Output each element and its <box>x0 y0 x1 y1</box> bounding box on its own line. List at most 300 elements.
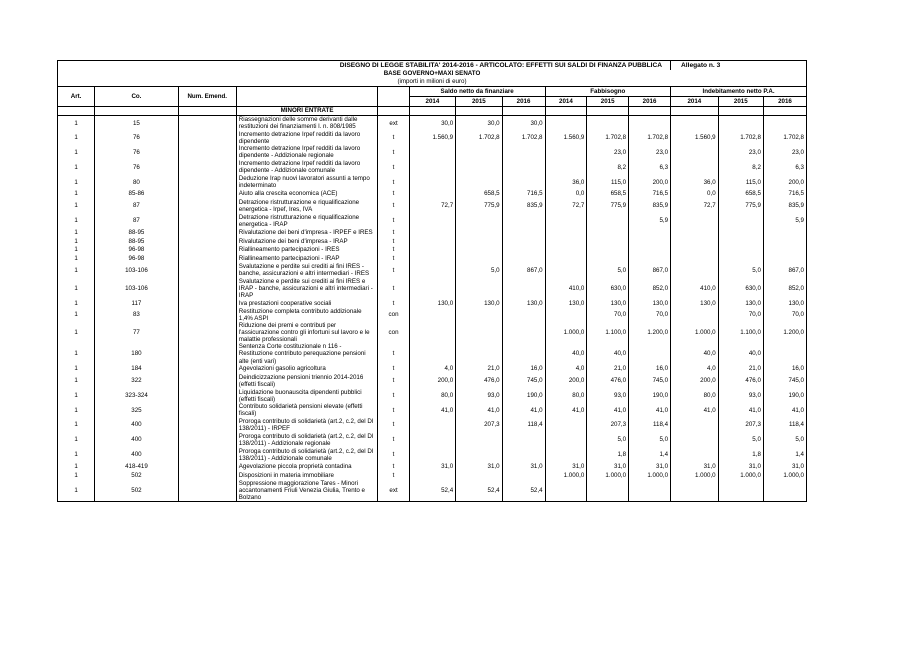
value-cell <box>671 308 719 322</box>
type-cell: ext <box>378 116 409 131</box>
value-cell <box>409 190 455 199</box>
value-cell: 1.702,8 <box>718 131 763 145</box>
type-cell: ext <box>378 480 409 502</box>
year-header: 2016 <box>629 97 671 107</box>
value-cell: 207,3 <box>718 418 763 433</box>
value-cell <box>629 116 671 131</box>
value-cell: 31,0 <box>545 463 587 472</box>
value-cell <box>545 308 587 322</box>
value-cell: 36,0 <box>545 175 587 190</box>
description-cell: Liquidazione buonauscita dipendenti pubblici (effetti fiscali) <box>236 388 378 403</box>
art-cell: 1 <box>58 145 95 160</box>
emend-cell <box>178 145 236 160</box>
emend-cell <box>178 228 236 237</box>
table-row <box>58 365 807 374</box>
value-cell: 70,0 <box>587 308 629 322</box>
value-cell <box>456 145 502 160</box>
value-cell: 745,0 <box>629 373 671 388</box>
value-cell: 130,0 <box>456 299 502 308</box>
value-cell: 41,0 <box>545 403 587 417</box>
description-cell: Deduzione Irap nuovi lavoratori assunti a tempo indeterminato <box>236 175 378 190</box>
table-row <box>58 418 807 433</box>
value-cell: 0,0 <box>545 190 587 199</box>
art-cell: 1 <box>58 299 95 308</box>
value-cell: 5,0 <box>629 433 671 448</box>
value-cell: 1.000,0 <box>718 471 763 480</box>
value-cell <box>409 448 455 463</box>
value-cell <box>629 246 671 255</box>
value-cell: 1.702,8 <box>763 131 806 145</box>
description-cell: Proroga contributo di solidarietà (art.2, c.2, del Dl 138/2011) - IRPEF <box>236 418 378 433</box>
year-header: 2016 <box>502 97 545 107</box>
table-row <box>58 448 807 463</box>
group-saldo: Saldo netto da finanziare <box>409 87 545 97</box>
value-cell <box>409 322 455 343</box>
value-cell <box>545 480 587 502</box>
value-cell <box>629 254 671 263</box>
value-cell: 70,0 <box>629 308 671 322</box>
type-cell: t <box>378 246 409 255</box>
value-cell <box>456 237 502 246</box>
table-row <box>58 463 807 472</box>
value-cell: 52,4 <box>409 480 455 502</box>
art-cell: 1 <box>58 373 95 388</box>
value-cell: 835,9 <box>502 198 545 213</box>
value-cell <box>409 263 455 278</box>
art-cell: 1 <box>58 463 95 472</box>
art-cell: 1 <box>58 190 95 199</box>
value-cell: 52,4 <box>502 480 545 502</box>
allegato-label: Allegato n. 3 <box>671 61 807 71</box>
value-cell <box>502 145 545 160</box>
value-cell <box>671 418 719 433</box>
col-co: Co. <box>95 87 179 107</box>
value-cell <box>456 471 502 480</box>
value-cell <box>545 448 587 463</box>
value-cell <box>502 254 545 263</box>
value-cell: 118,4 <box>502 418 545 433</box>
description-cell: Rivalutazione dei beni d'impresa - IRPEF e IRES <box>236 228 378 237</box>
art-cell: 1 <box>58 213 95 228</box>
spreadsheet <box>57 60 807 502</box>
value-cell: 5,0 <box>587 433 629 448</box>
value-cell: 72,7 <box>545 198 587 213</box>
table-row <box>58 175 807 190</box>
value-cell: 630,0 <box>587 278 629 299</box>
table-row <box>58 131 807 145</box>
value-cell <box>502 160 545 175</box>
table-row <box>58 373 807 388</box>
description-cell: Riallineamento partecipazioni - IRES <box>236 246 378 255</box>
description-cell: Agevolazione piccola proprietà contadina <box>236 463 378 472</box>
value-cell: 30,0 <box>409 116 455 131</box>
value-cell <box>502 471 545 480</box>
co-cell: 502 <box>95 480 179 502</box>
emend-cell <box>178 116 236 131</box>
emend-cell <box>178 373 236 388</box>
units-note: (importi in milioni di euro) <box>58 78 807 87</box>
art-cell: 1 <box>58 160 95 175</box>
value-cell <box>545 213 587 228</box>
emend-cell <box>178 322 236 343</box>
art-cell: 1 <box>58 480 95 502</box>
value-cell <box>409 254 455 263</box>
value-cell <box>587 228 629 237</box>
art-cell: 1 <box>58 322 95 343</box>
value-cell: 72,7 <box>671 198 719 213</box>
value-cell <box>718 228 763 237</box>
emend-cell <box>178 471 236 480</box>
value-cell: 80,0 <box>671 388 719 403</box>
value-cell: 115,0 <box>718 175 763 190</box>
value-cell: 716,5 <box>763 190 806 199</box>
value-cell <box>502 433 545 448</box>
value-cell: 130,0 <box>502 299 545 308</box>
value-cell <box>671 433 719 448</box>
value-cell <box>545 145 587 160</box>
value-cell <box>409 308 455 322</box>
value-cell: 130,0 <box>629 299 671 308</box>
value-cell <box>545 433 587 448</box>
description-cell: Detrazione ristrutturazione e riqualificazione energetica - Irpef, Ires, IVA <box>236 198 378 213</box>
value-cell <box>671 480 719 502</box>
art-cell: 1 <box>58 254 95 263</box>
description-cell: Rivalutazione dei beni d'impresa - IRAP <box>236 237 378 246</box>
year-header: 2015 <box>718 97 763 107</box>
value-cell: 23,0 <box>587 145 629 160</box>
value-cell <box>587 246 629 255</box>
value-cell: 80,0 <box>409 388 455 403</box>
year-header: 2014 <box>409 97 455 107</box>
art-cell: 1 <box>58 131 95 145</box>
group-fabbisogno: Fabbisogno <box>545 87 671 97</box>
value-cell: 31,0 <box>629 463 671 472</box>
art-cell: 1 <box>58 116 95 131</box>
value-cell <box>545 246 587 255</box>
type-cell: t <box>378 190 409 199</box>
value-cell: 190,0 <box>502 388 545 403</box>
value-cell: 1.100,0 <box>718 322 763 343</box>
emend-cell <box>178 246 236 255</box>
value-cell: 130,0 <box>587 299 629 308</box>
type-cell: t <box>378 433 409 448</box>
value-cell <box>718 116 763 131</box>
table-row <box>58 228 807 237</box>
table-row <box>58 198 807 213</box>
art-cell: 1 <box>58 388 95 403</box>
value-cell: 31,0 <box>671 463 719 472</box>
type-cell: t <box>378 463 409 472</box>
value-cell: 1.100,0 <box>587 322 629 343</box>
table-row <box>58 322 807 343</box>
value-cell: 16,0 <box>502 365 545 374</box>
emend-cell <box>178 365 236 374</box>
co-cell: 88-95 <box>95 237 179 246</box>
art-cell: 1 <box>58 365 95 374</box>
co-cell: 322 <box>95 373 179 388</box>
emend-cell <box>178 190 236 199</box>
value-cell <box>671 254 719 263</box>
value-cell <box>502 308 545 322</box>
value-cell: 1.200,0 <box>763 322 806 343</box>
value-cell: 41,0 <box>718 403 763 417</box>
value-cell <box>409 246 455 255</box>
value-cell: 1.200,0 <box>629 322 671 343</box>
description-cell: Svalutazione e perdite sui crediti ai fini IRES - banche, assicurazioni e altri intermediari - IRES <box>236 263 378 278</box>
value-cell: 130,0 <box>409 299 455 308</box>
co-cell: 15 <box>95 116 179 131</box>
co-cell: 117 <box>95 299 179 308</box>
value-cell: 0,0 <box>671 190 719 199</box>
emend-cell <box>178 308 236 322</box>
type-cell: con <box>378 322 409 343</box>
co-cell: 83 <box>95 308 179 322</box>
value-cell <box>671 145 719 160</box>
value-cell <box>671 263 719 278</box>
value-cell: 410,0 <box>671 278 719 299</box>
value-cell <box>409 237 455 246</box>
value-cell: 852,0 <box>763 278 806 299</box>
value-cell <box>671 246 719 255</box>
value-cell: 5,9 <box>763 213 806 228</box>
table-row <box>58 145 807 160</box>
emend-cell <box>178 237 236 246</box>
value-cell: 1.702,8 <box>629 131 671 145</box>
value-cell: 1.560,9 <box>671 131 719 145</box>
value-cell: 130,0 <box>718 299 763 308</box>
value-cell: 716,5 <box>629 190 671 199</box>
value-cell <box>409 418 455 433</box>
art-cell: 1 <box>58 175 95 190</box>
value-cell <box>409 278 455 299</box>
co-cell: 80 <box>95 175 179 190</box>
value-cell: 36,0 <box>671 175 719 190</box>
art-cell: 1 <box>58 237 95 246</box>
emend-cell <box>178 343 236 364</box>
value-cell: 745,0 <box>502 373 545 388</box>
description-cell: Proroga contributo di solidarietà (art.2, c.2, del Dl 138/2011) - Addizionale comunale <box>236 448 378 463</box>
emend-cell <box>178 278 236 299</box>
value-cell: 5,0 <box>718 433 763 448</box>
emend-cell <box>178 131 236 145</box>
value-cell: 31,0 <box>456 463 502 472</box>
value-cell: 23,0 <box>763 145 806 160</box>
table-row <box>58 246 807 255</box>
art-cell: 1 <box>58 198 95 213</box>
art-cell: 1 <box>58 448 95 463</box>
value-cell <box>456 160 502 175</box>
value-cell: 1,8 <box>587 448 629 463</box>
value-cell: 16,0 <box>629 365 671 374</box>
col-description <box>236 87 378 107</box>
emend-cell <box>178 175 236 190</box>
type-cell: t <box>378 365 409 374</box>
description-cell: Disposizioni in materia immobiliare <box>236 471 378 480</box>
value-cell <box>456 308 502 322</box>
value-cell: 1.000,0 <box>763 471 806 480</box>
value-cell <box>502 278 545 299</box>
description-cell: Restituzione completa contributo addizionale 1,4% ASPI <box>236 308 378 322</box>
table-row <box>58 213 807 228</box>
type-cell: t <box>378 131 409 145</box>
value-cell: 867,0 <box>502 263 545 278</box>
value-cell: 200,0 <box>629 175 671 190</box>
value-cell: 867,0 <box>763 263 806 278</box>
value-cell: 52,4 <box>456 480 502 502</box>
value-cell: 1.702,8 <box>587 131 629 145</box>
section-label: MINORI ENTRATE <box>236 107 378 116</box>
table-row <box>58 403 807 417</box>
value-cell: 658,5 <box>587 190 629 199</box>
value-cell: 23,0 <box>629 145 671 160</box>
value-cell: 72,7 <box>409 198 455 213</box>
value-cell: 200,0 <box>545 373 587 388</box>
value-cell <box>409 343 455 364</box>
value-cell: 41,0 <box>587 403 629 417</box>
value-cell: 1.560,9 <box>409 131 455 145</box>
value-cell: 70,0 <box>763 308 806 322</box>
table-row <box>58 263 807 278</box>
value-cell <box>409 213 455 228</box>
value-cell: 31,0 <box>763 463 806 472</box>
value-cell: 867,0 <box>629 263 671 278</box>
value-cell <box>502 213 545 228</box>
description-cell: Riallineamento partecipazioni - IRAP <box>236 254 378 263</box>
value-cell <box>763 228 806 237</box>
value-cell <box>763 116 806 131</box>
emend-cell <box>178 299 236 308</box>
co-cell: 77 <box>95 322 179 343</box>
value-cell: 21,0 <box>718 365 763 374</box>
value-cell <box>502 237 545 246</box>
value-cell: 200,0 <box>763 175 806 190</box>
value-cell <box>671 237 719 246</box>
value-cell <box>629 343 671 364</box>
value-cell: 130,0 <box>763 299 806 308</box>
value-cell <box>545 228 587 237</box>
col-art: Art. <box>58 87 95 107</box>
value-cell: 16,0 <box>763 365 806 374</box>
description-cell: Riassegnazioni delle somme derivanti dalle restituzioni dei finanziamenti l. n. 808/1985 <box>236 116 378 131</box>
type-cell: t <box>378 343 409 364</box>
value-cell: 5,0 <box>456 263 502 278</box>
year-header: 2014 <box>545 97 587 107</box>
value-cell: 5,0 <box>763 433 806 448</box>
value-cell <box>718 246 763 255</box>
value-cell: 476,0 <box>456 373 502 388</box>
page-subtitle: BASE GOVERNO+MAXI SENATO <box>58 70 807 78</box>
co-cell: 400 <box>95 448 179 463</box>
value-cell: 207,3 <box>587 418 629 433</box>
type-cell: t <box>378 471 409 480</box>
description-cell: Sentenza Corte costituzionale n 116 - Restituzione contributo perequazione pensioni alte (enti vari) <box>236 343 378 364</box>
emend-cell <box>178 463 236 472</box>
value-cell: 5,0 <box>718 263 763 278</box>
value-cell: 190,0 <box>763 388 806 403</box>
description-cell: Contributo solidarietà pensioni elevate (effetti fiscali) <box>236 403 378 417</box>
value-cell: 190,0 <box>629 388 671 403</box>
year-header: 2015 <box>456 97 502 107</box>
co-cell: 87 <box>95 198 179 213</box>
value-cell: 658,5 <box>718 190 763 199</box>
value-cell: 40,0 <box>545 343 587 364</box>
value-cell <box>409 175 455 190</box>
value-cell <box>456 246 502 255</box>
type-cell: t <box>378 198 409 213</box>
page-title: DISEGNO DI LEGGE STABILITA' 2014-2016 - ARTICOLATO: EFFETTI SUI SALDI DI FINANZA PUBBLICA <box>58 61 671 71</box>
co-cell: 76 <box>95 160 179 175</box>
co-cell: 502 <box>95 471 179 480</box>
emend-cell <box>178 160 236 175</box>
description-cell: Iva prestazioni cooperative sociali <box>236 299 378 308</box>
year-header: 2014 <box>671 97 719 107</box>
value-cell: 207,3 <box>456 418 502 433</box>
value-cell <box>671 228 719 237</box>
value-cell: 835,9 <box>763 198 806 213</box>
type-cell: t <box>378 373 409 388</box>
value-cell: 6,3 <box>629 160 671 175</box>
value-cell: 4,0 <box>671 365 719 374</box>
value-cell: 852,0 <box>629 278 671 299</box>
value-cell: 8,2 <box>718 160 763 175</box>
value-cell: 93,0 <box>456 388 502 403</box>
type-cell: t <box>378 160 409 175</box>
value-cell <box>718 254 763 263</box>
value-cell: 130,0 <box>671 299 719 308</box>
value-cell <box>456 228 502 237</box>
value-cell: 41,0 <box>502 403 545 417</box>
co-cell: 184 <box>95 365 179 374</box>
value-cell <box>502 448 545 463</box>
value-cell: 41,0 <box>763 403 806 417</box>
type-cell: t <box>378 278 409 299</box>
value-cell <box>629 480 671 502</box>
type-cell: t <box>378 237 409 246</box>
table-row <box>58 480 807 502</box>
value-cell: 118,4 <box>763 418 806 433</box>
value-cell: 41,0 <box>629 403 671 417</box>
value-cell: 30,0 <box>502 116 545 131</box>
type-cell: t <box>378 418 409 433</box>
table-row <box>58 471 807 480</box>
co-cell: 88-95 <box>95 228 179 237</box>
art-cell: 1 <box>58 246 95 255</box>
value-cell: 5,0 <box>587 263 629 278</box>
description-cell: Soppressione maggiorazione Tares - Minori accantonamenti Friuli Venezia Giulia, Trento e Bolzano <box>236 480 378 502</box>
value-cell: 31,0 <box>409 463 455 472</box>
value-cell <box>456 322 502 343</box>
value-cell <box>409 160 455 175</box>
description-cell: Agevolazioni gasolio agricoltura <box>236 365 378 374</box>
co-cell: 85-86 <box>95 190 179 199</box>
group-indebitamento: Indebitamento netto P.A. <box>671 87 807 97</box>
table-row <box>58 116 807 131</box>
art-cell: 1 <box>58 278 95 299</box>
value-cell: 40,0 <box>587 343 629 364</box>
value-cell: 716,5 <box>502 190 545 199</box>
year-header: 2015 <box>587 97 629 107</box>
value-cell <box>587 213 629 228</box>
value-cell <box>456 278 502 299</box>
type-cell: t <box>378 299 409 308</box>
co-cell: 96-98 <box>95 246 179 255</box>
value-cell: 200,0 <box>671 373 719 388</box>
value-cell: 1.000,0 <box>545 471 587 480</box>
type-cell: t <box>378 403 409 417</box>
emend-cell <box>178 263 236 278</box>
value-cell <box>671 160 719 175</box>
value-cell: 1,8 <box>718 448 763 463</box>
